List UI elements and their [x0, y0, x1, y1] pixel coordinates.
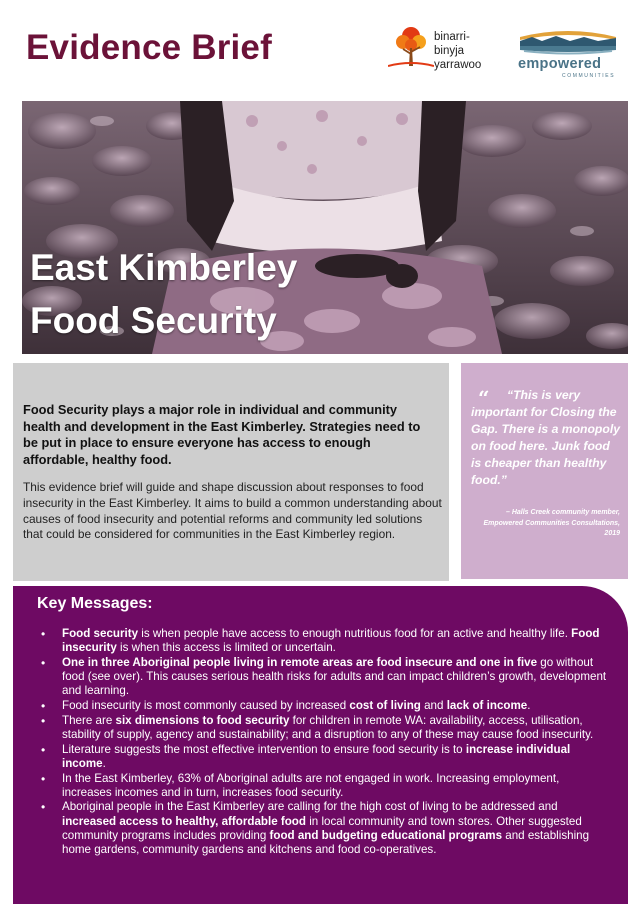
quote-mark-icon: “: [478, 386, 490, 410]
logo-subtitle: COMMUNITIES: [562, 73, 616, 79]
key-messages-box: [13, 586, 628, 904]
key-message-text: go without food (see over). This causes serious health risks for adults and can impact children’s growth, development and learning.: [62, 655, 607, 698]
key-message-text: and: [420, 699, 447, 713]
logo-line: binarri-: [434, 31, 470, 43]
key-message-emphasis: food and budgeting educational programs: [269, 828, 503, 842]
key-message-text: .: [102, 756, 106, 770]
key-messages-list: [41, 627, 609, 858]
quote-text: “This is very important for Closing the Gap. There is a monopoly on food here. Junk food is cheaper than healthy food.”: [471, 388, 620, 488]
key-message-text: is when this access is limited or uncertain.: [116, 641, 336, 655]
key-message-emphasis: Food insecurity: [62, 627, 600, 655]
logo-line: yarrawoo: [434, 59, 482, 71]
quote-attribution: – Halls Creek community member, Empowered Communities Consultations, 2019: [483, 509, 620, 538]
key-message-text: for children in remote WA: availability, access, utilisation, stability of supply, agency and sustainability; and a disruption to any of these may cause food insecurity.: [62, 713, 594, 741]
logo-word: empowered: [518, 56, 602, 72]
hero-image: [22, 101, 628, 354]
key-message-text: Food insecurity is most commonly caused by increased: [62, 699, 350, 713]
page-title: Evidence Brief: [26, 28, 272, 67]
landscape-icon: [518, 28, 618, 56]
quote-box: [461, 363, 628, 579]
key-message-emphasis: increased access to healthy, affordable food: [62, 814, 306, 828]
key-message-emphasis: six dimensions to food security: [115, 713, 290, 727]
key-message-item: [41, 656, 609, 699]
hero-title: [30, 241, 297, 347]
key-message-text: .: [527, 699, 531, 713]
key-message-item: [41, 743, 609, 771]
empowered-communities-logo: [518, 28, 630, 79]
binarri-binyja-yarrawoo-logo: [388, 18, 508, 82]
key-message-item: [41, 800, 609, 857]
key-message-item: [41, 714, 609, 742]
hero-title-line: East Kimberley: [30, 247, 298, 288]
key-message-text: Literature suggests the most effective intervention to ensure food security is to: [62, 742, 466, 756]
key-message-item: [41, 699, 609, 713]
key-message-emphasis: One in three Aboriginal people living in remote areas are food insecure and one in five: [62, 655, 538, 669]
key-message-emphasis: lack of income: [446, 699, 528, 713]
key-message-text: In the East Kimberley, 63% of Aboriginal adults are not engaged in work. Increasing employment, increases incomes and in turn, increases food security.: [62, 771, 560, 799]
tree-icon: [388, 22, 434, 68]
key-message-text: is when people have access to enough nutritious food for an active and healthy life.: [138, 627, 572, 640]
key-messages-heading: Key Messages:: [37, 595, 153, 612]
hero-title-line: Food Security: [30, 300, 277, 341]
key-message-text: Aboriginal people in the East Kimberley are calling for the high cost of living to be addressed and: [62, 800, 558, 814]
intro-box: [13, 363, 449, 581]
key-message-emphasis: increase individual income: [62, 742, 571, 770]
key-message-item: [41, 772, 609, 800]
key-message-text: and establishing home gardens, community gardens and kitchens and food co-operatives.: [62, 828, 590, 857]
key-message-emphasis: Food security: [62, 627, 139, 640]
key-message-item: [41, 627, 609, 655]
intro-summary: Food Security plays a major role in individual and community health and development in the East Kimberley. Strategies need to be put in place to ensure everyone has access to enough affordable, healthy food.: [23, 402, 421, 467]
key-message-text: in local community and town stores. Other suggested community programs includes providing: [62, 814, 582, 842]
intro-description: This evidence brief will guide and shape discussion about responses to food insecurity in the East Kimberley. It aims to build a common understanding about causes of food insecurity and potential reforms and community led solutions that could be considered for communities in the East Kimberley region.: [23, 480, 442, 542]
logo-line: binyja: [434, 45, 465, 57]
key-message-emphasis: cost of living: [349, 699, 421, 713]
key-message-text: There are: [62, 713, 116, 727]
logo-text: [434, 30, 481, 72]
